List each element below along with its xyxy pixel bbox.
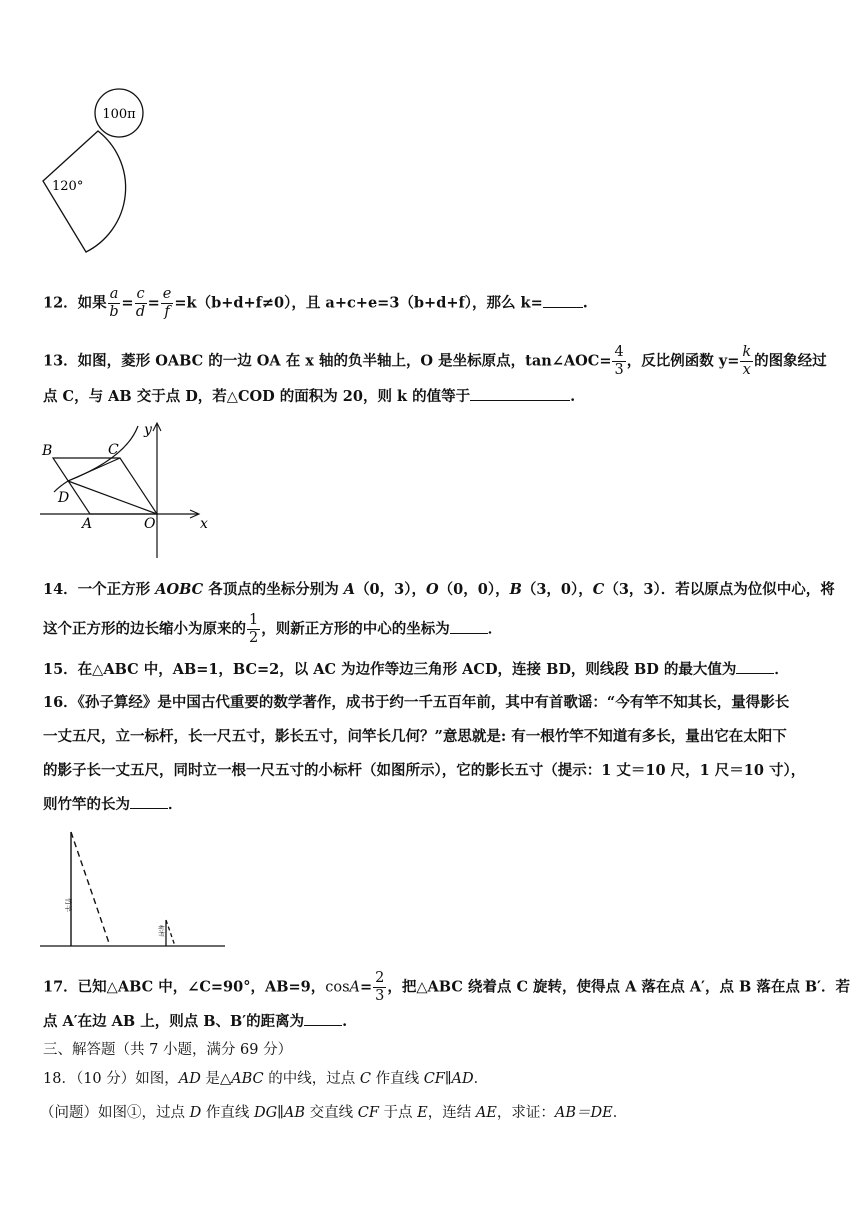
fraction-k-x: $\frac{k}{x}$ [742, 344, 752, 378]
q12-text: =k（b+d+f≠0），且 a+c+e=3（b+d+f），那么 k= [174, 294, 543, 312]
label-a: A [82, 516, 93, 532]
answer-blank [450, 619, 488, 634]
answer-blank [736, 659, 774, 674]
answer-blank [304, 1011, 342, 1026]
fraction-4-3: $\frac{4}{3}$ [614, 344, 624, 378]
label-y: y [144, 422, 152, 438]
section-heading: 三、解答题（共 7 小题，满分 69 分） [43, 1042, 293, 1058]
question-16-line3: 的影子长一丈五尺，同时立一根一尺五寸的小标杆（如图所示），它的影长五寸（提示：1 丈＝10 尺，1 尺＝10 寸）， [43, 762, 806, 779]
question-18-line1: 18．（10 分）如图，AD 是△ABC 的中线，过点 C 作直线 CF∥AD． [43, 1071, 489, 1087]
answer-blank [543, 293, 583, 308]
question-14-line2: 这个正方形的边长缩小为原来的 $\frac{1}{2}$ ，则新正方形的中心的坐标为 ． [43, 612, 503, 646]
label-c: C [108, 442, 119, 458]
rhombus-figure [38, 418, 218, 563]
label-b: B [42, 443, 53, 459]
label-o: O [144, 516, 156, 532]
label-x: x [200, 516, 208, 532]
answer-blank [470, 386, 570, 401]
question-16-line2: 一丈五尺，立一标杆，长一尺五寸，影长五寸，问竿长几何？”意思就是: 有一根竹竿不知道有多长，量出它在太阳下 [43, 728, 787, 745]
fraction-a-b: $\frac{a}{b}$ [109, 286, 119, 320]
sun-ray-short [166, 920, 175, 946]
question-15: 15．在△ABC 中，AB=1，BC=2，以 AC 为边作等边三角形 ACD，连接 BD，则线段 BD 的最大值为 ． [43, 661, 789, 678]
fraction-e-f: $\frac{e}{f}$ [162, 286, 172, 320]
fraction-c-d: $\frac{c}{d}$ [135, 286, 146, 320]
label-d: D [58, 490, 70, 506]
pole-label: 竹竿 [64, 898, 72, 912]
hyperbola-curve [54, 426, 138, 492]
circle-label: 100π [102, 107, 136, 122]
angle-label: 120° [52, 179, 84, 194]
question-13-line2: 点 C，与 AB 交于点 D，若△COD 的面积为 20，则 k 的值等于 . [43, 388, 576, 405]
question-17-line1: 17．已知△ABC 中，∠C=90°，AB=9，cosA= $\frac{2}{3}$ ，把△ABC 绕着点 C 旋转，使得点 A 落在点 A′，点 B 落在点 B′．若 [43, 970, 850, 1004]
question-18-line2: （问题）如图①，过点 D 作直线 DG∥AB 交直线 CF 于点 E，连结 AE，求证：AB＝DE． [40, 1105, 628, 1121]
q12-prefix: 12．如果 [43, 294, 107, 312]
question-13-line1: 13．如图，菱形 OABC 的一边 OA 在 x 轴的负半轴上，O 是坐标原点，tan∠AOC= $\frac{4}{3}$ ，反比例函数 y= $\frac{k}{x}$ 的图象经过 [43, 344, 827, 378]
answer-blank [130, 794, 168, 809]
question-16-line1: 16．《孙子算经》是中国古代重要的数学著作，成书于约一千五百年前，其中有首歌谣：“今有竿不知其长，量得影长 [43, 694, 790, 711]
pole-figure [38, 826, 228, 952]
question-12: 12．如果 $\frac{a}{b}$ = $\frac{c}{d}$ = $\frac{e}{f}$ =k（b+d+f≠0），且 a+c+e=3（b+d+f），那么 k= . [43, 286, 588, 320]
fraction-1-2: $\frac{1}{2}$ [249, 612, 259, 646]
fan-figure [38, 86, 148, 261]
marker-label: 标杆 [157, 925, 164, 938]
sun-ray-long [71, 832, 110, 946]
fraction-2-3: $\frac{2}{3}$ [375, 970, 385, 1004]
circled-one-icon: ① [127, 1105, 142, 1121]
question-17-line2: 点 A′在边 AB 上，则点 B、B′的距离为 . [43, 1013, 348, 1030]
question-14-line1: 14．一个正方形 AOBC 各顶点的坐标分别为 A（0，3），O（0，0），B（3，0），C（3，3）．若以原点为位似中心，将 [43, 581, 835, 598]
question-16-line4: 则竹竿的长为 ． [43, 796, 183, 813]
segment-od [68, 481, 157, 514]
